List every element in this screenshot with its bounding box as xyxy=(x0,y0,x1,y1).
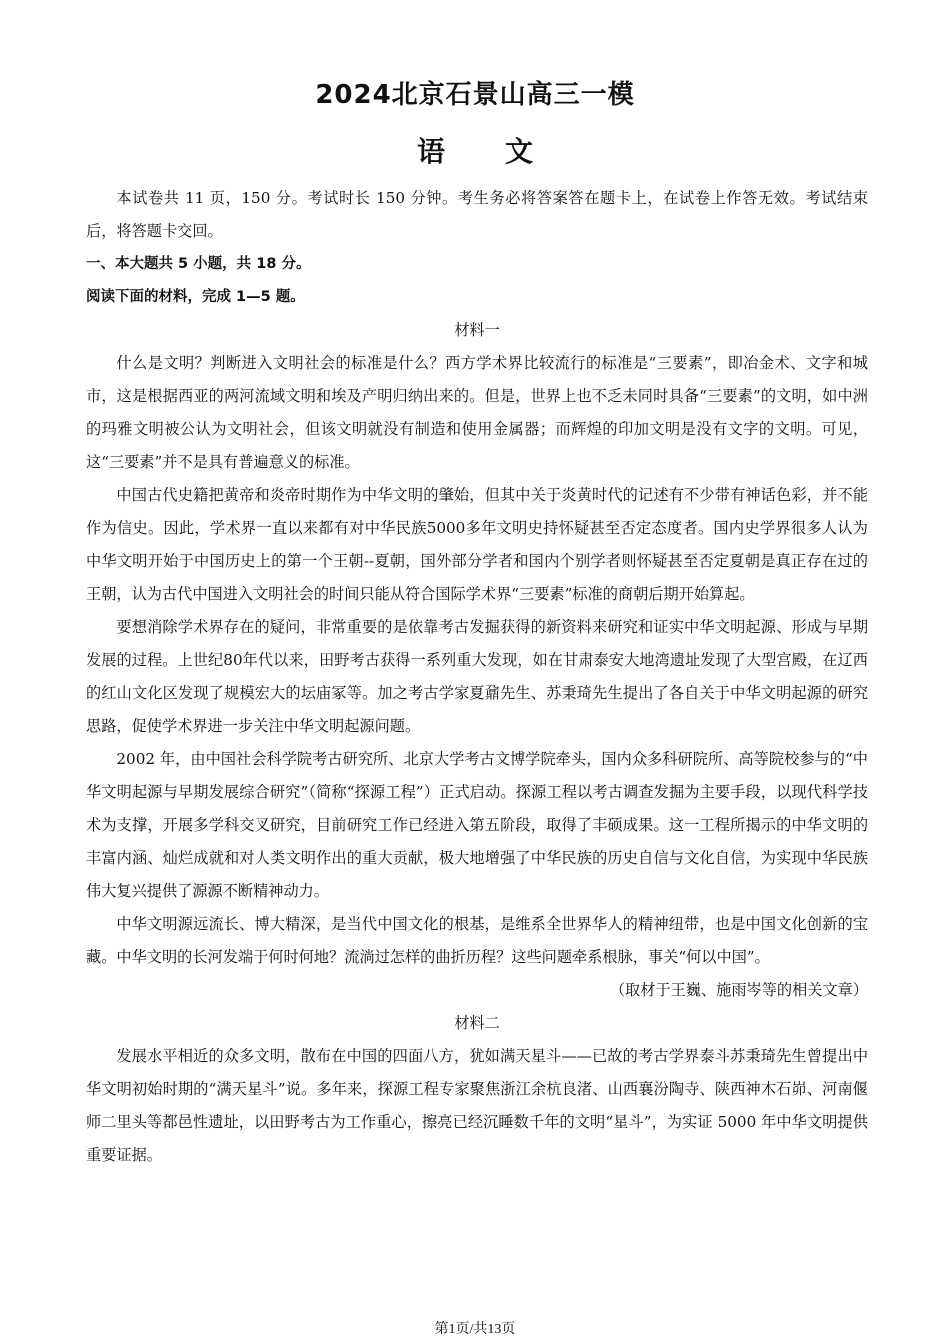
material-1-paragraph: 要想消除学术界存在的疑问，非常重要的是依靠考古发掘获得的新资料来研究和证实中华文明起源、形成与早期发展的过程。上世纪80年代以来，田野考古获得一系列重大发现，如在甘肃泰安大地湾遗址发现了大型宫殿，在辽西的红山文化区发现了规模宏大的坛庙冢等。加之考古学家夏鼐先生、苏秉琦先生提出了各自关于中华文明起源的研究思路，促使学术界进一步关注中华文明起源问题。 xyxy=(86,618,868,735)
subject-title: 语文 xyxy=(416,135,593,168)
material-1-source: （取材于王巍、施雨岑等的相关文章） xyxy=(609,981,868,999)
document-body xyxy=(86,182,868,1172)
exam-instructions: 本试卷共 11 页，150 分。考试时长 150 分钟。考生务必将答案答在题卡上，在试卷上作答无效。考试结束后，将答题卡交回。 xyxy=(86,189,868,240)
reading-directive: 阅读下面的材料，完成 1—5 题。 xyxy=(86,289,305,305)
material-2-paragraph: 发展水平相近的众多文明，散布在中国的四面八方，犹如满天星斗——已故的考古学界泰斗苏秉琦先生曾提出中华文明初始时期的“满天星斗”说。多年来，探源工程专家聚焦浙江余杭良渚、山西襄汾陶寺、陕西神木石峁、河南偃师二里头等都邑性遗址，以田野考古为工作重心，擦亮已经沉睡数千年的文明“星斗”，为实证 5000 年中华文明提供重要证据。 xyxy=(86,1047,868,1164)
material-1-paragraph: 2002 年，由中国社会科学院考古研究所、北京大学考古文博学院牵头，国内众多科研院所、高等院校参与的“中华文明起源与早期发展综合研究”（简称“探源工程”）正式启动。探源工程以考古调查发掘为主要手段，以现代科学技术为支撑，开展多学科交叉研究，目前研究工作已经进入第五阶段，取得了丰硕成果。这一工程所揭示的中华文明的丰富内涵、灿烂成就和对人类文明作出的重大贡献，极大地增强了中华民族的历史自信与文化自信，为实现中华民族伟大复兴提供了源源不断精神动力。 xyxy=(86,750,868,900)
material-1-paragraph: 中国古代史籍把黄帝和炎帝时期作为中华文明的肇始，但其中关于炎黄时代的记述有不少带有神话色彩，并不能作为信史。因此，学术界一直以来都有对中华民族5000多年文明史持怀疑甚至否定态度者。国内史学界很多人认为中华文明开始于中国历史上的第一个王朝--夏朝，国外部分学者和国内个别学者则怀疑甚至否定夏朝是真正存在过的王朝，认为古代中国进入文明社会的时间只能从符合国际学术界“三要素”标准的商朝后期开始算起。 xyxy=(86,486,868,603)
exam-title: 2024北京石景山高三一模 xyxy=(315,80,635,110)
material-2-title: 材料二 xyxy=(454,1014,500,1032)
material-1-title: 材料一 xyxy=(454,321,500,339)
section-heading: 一、本大题共 5 小题，共 18 分。 xyxy=(86,256,311,272)
material-1-paragraph: 中华文明源远流长、博大精深，是当代中国文化的根基，是维系全世界华人的精神纽带，也是中国文化创新的宝藏。中华文明的长河发端于何时何地？流淌过怎样的曲折历程？这些问题牵系根脉，事关“何以中国”。 xyxy=(86,915,868,966)
page-number: 第1页/共13页 xyxy=(434,1322,516,1337)
material-1-paragraph: 什么是文明？判断进入文明社会的标准是什么？西方学术界比较流行的标准是“三要素”，即冶金术、文字和城市，这是根据西亚的两河流域文明和埃及产明归纳出来的。但是，世界上也不乏未同时具备“三要素”的文明，如中洲的玛雅文明被公认为文明社会，但该文明就没有制造和使用金属器；而辉煌的印加文明是没有文字的文明。可见，这“三要素”并不是具有普遍意义的标准。 xyxy=(86,354,868,471)
